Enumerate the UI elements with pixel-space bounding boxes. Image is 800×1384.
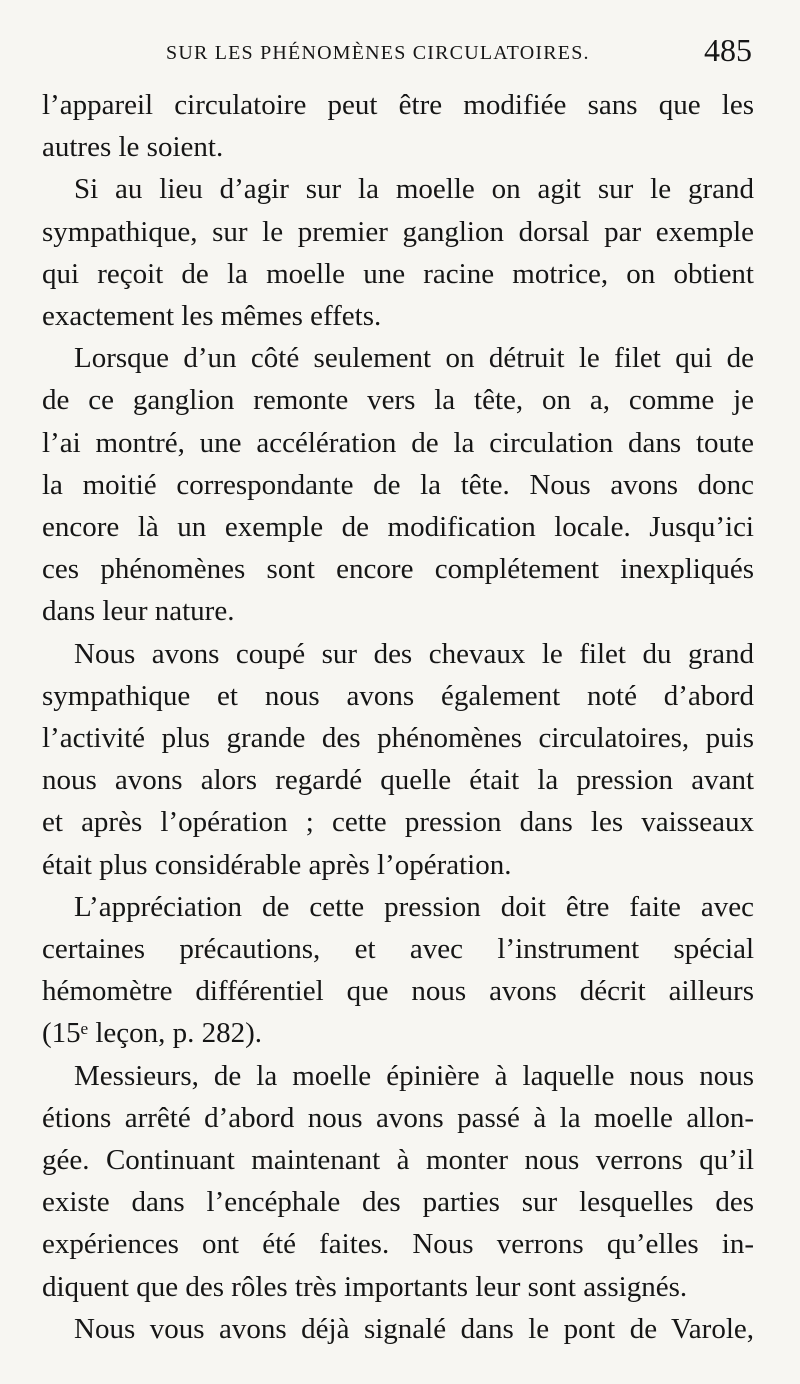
text-line: L’appréciation de cette pression doit être faite avec: [74, 890, 754, 923]
text-line: (15ᵉ leçon, p. 282).: [42, 1017, 263, 1050]
text-line: et après l’opération ; cette pression dans les vaisseaux: [42, 806, 754, 839]
page-header: [0, 30, 800, 74]
text-line: diquent que des rôles très importants leur sont assignés.: [42, 1270, 688, 1303]
text-line: l’activité plus grande des phénomènes circulatoires, puis: [42, 722, 754, 755]
text-line: existe dans l’encéphale des parties sur lesquelles des: [42, 1186, 754, 1219]
page-number: 485: [704, 32, 752, 68]
text-line: Nous vous avons déjà signalé dans le pont de Varole,: [74, 1312, 754, 1345]
text-line: gée. Continuant maintenant à monter nous verrons qu’il: [42, 1144, 754, 1177]
text-line: sympathique et nous avons également noté d’abord: [42, 679, 754, 712]
text-line: autres le soient.: [42, 131, 224, 164]
text-line: expériences ont été faites. Nous verrons qu’elles in-: [42, 1228, 754, 1261]
paragraph: [42, 886, 754, 1055]
body-text: [42, 84, 754, 1350]
paragraph: [42, 633, 754, 886]
text-line: dans leur nature.: [42, 595, 235, 628]
running-head: SUR LES PHÉNOMÈNES CIRCULATOIRES.: [166, 42, 590, 64]
text-line: Nous avons coupé sur des chevaux le filet du grand: [74, 637, 754, 670]
text-line: l’appareil circulatoire peut être modifiée sans que les: [42, 89, 754, 121]
paragraph: [42, 1308, 754, 1350]
text-line: nous avons alors regardé quelle était la pression avant: [42, 764, 754, 797]
paragraph: [42, 168, 754, 337]
text-line: qui reçoit de la moelle une racine motrice, on obtient: [42, 257, 754, 290]
text-line: encore là un exemple de modification locale. Jusqu’ici: [42, 511, 754, 544]
text-line: ces phénomènes sont encore complétement inexpliqués: [42, 553, 754, 586]
text-line: la moitié correspondante de la tête. Nous avons donc: [42, 468, 754, 501]
text-line: Si au lieu d’agir sur la moelle on agit sur le grand: [74, 173, 754, 206]
text-line: étions arrêté d’abord nous avons passé à la moelle allon-: [42, 1101, 754, 1134]
text-line: l’ai montré, une accélération de la circulation dans toute: [42, 426, 754, 459]
text-line: de ce ganglion remonte vers la tête, on a, comme je: [42, 384, 754, 417]
text-line: exactement les mêmes effets.: [42, 300, 382, 333]
paragraph: [42, 84, 754, 168]
paragraph: [42, 337, 754, 632]
text-line: Lorsque d’un côté seulement on détruit le filet qui de: [74, 342, 754, 375]
text-line: était plus considérable après l’opération.: [42, 848, 512, 881]
text-line: Messieurs, de la moelle épinière à laquelle nous nous: [74, 1059, 754, 1092]
text-line: sympathique, sur le premier ganglion dorsal par exemple: [42, 215, 754, 248]
text-line: hémomètre différentiel que nous avons décrit ailleurs: [42, 975, 754, 1008]
paragraph: [42, 1055, 754, 1308]
text-line: certaines précautions, et avec l’instrument spécial: [42, 933, 754, 966]
